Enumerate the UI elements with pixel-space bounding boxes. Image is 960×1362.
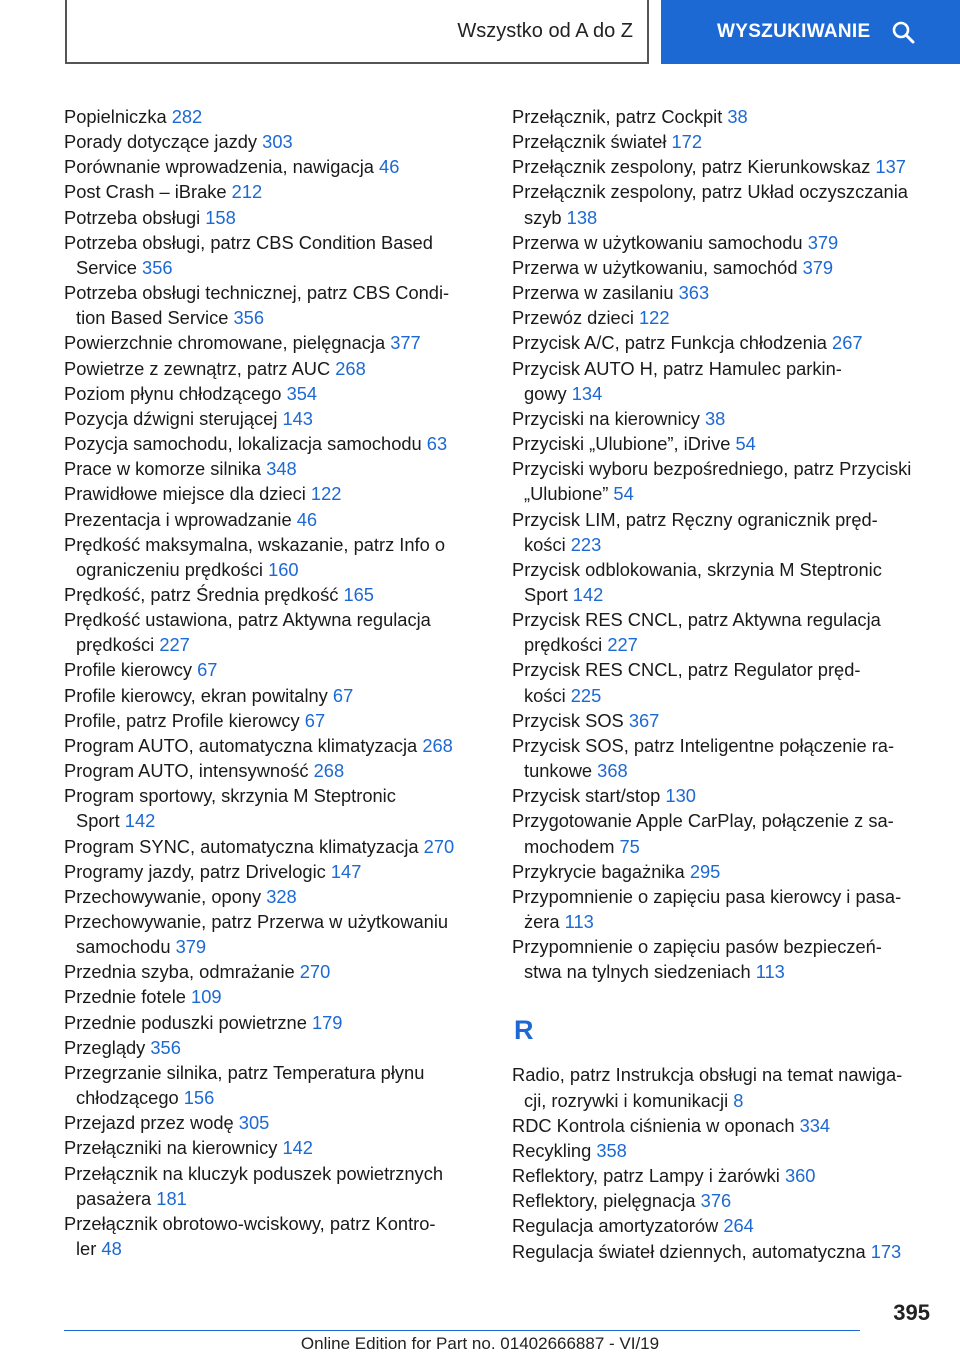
index-entry-continuation (512, 683, 930, 708)
index-entry-text: Pozycja samochodu, lokalizacja samochodu (64, 433, 427, 455)
index-entry (64, 406, 479, 431)
index-entry (512, 783, 930, 808)
index-entry (512, 356, 930, 381)
page-reference-link[interactable]: 181 (156, 1187, 187, 1209)
index-entry-text: Przycisk odblokowania, skrzynia M Steptronic (512, 558, 882, 580)
page-reference-link[interactable]: 282 (171, 106, 203, 127)
index-entry-text: Przyciski „Ulubione”, iDrive (512, 433, 736, 455)
index-entry-text: Prezentacja i wprowadzanie (64, 508, 297, 530)
page-reference-link[interactable]: 264 (723, 1215, 754, 1237)
index-entry-text: Przewóz dzieci (512, 307, 639, 329)
index-entry-text: Program sportowy, skrzynia M Steptronic (64, 785, 396, 807)
index-entry (512, 305, 930, 330)
index-entry (512, 1113, 930, 1138)
page-reference-link[interactable]: 356 (150, 1036, 181, 1058)
index-entry (64, 984, 479, 1009)
index-entry-continuation (64, 305, 479, 330)
index-entry (512, 1213, 930, 1238)
index-entry (64, 708, 479, 733)
index-entry-text: ler (76, 1238, 102, 1260)
index-entry-text: Recykling (512, 1139, 597, 1161)
index-entry (64, 179, 479, 204)
page-reference-link[interactable]: 48 (101, 1238, 122, 1260)
index-entry-text: „Ulubione” (524, 483, 614, 505)
index-entry-text: Przyciski wyboru bezpośredniego, patrz Przyciski (512, 458, 912, 480)
index-entry-text: Przełączniki na kierownicy (64, 1137, 283, 1159)
index-entry-text: Przygotowanie Apple CarPlay, połączenie z sa‐ (512, 810, 894, 832)
index-entry-text: Przednie fotele (64, 986, 192, 1008)
index-entry-text: gowy (524, 382, 572, 404)
index-entry (512, 104, 930, 129)
index-entry (512, 1188, 930, 1213)
index-entry-continuation (512, 1088, 930, 1113)
page-reference-link[interactable]: 147 (330, 860, 362, 882)
page-reference-link[interactable]: 379 (175, 936, 207, 958)
index-entry (64, 834, 479, 859)
index-entry (64, 607, 479, 632)
index-entry-text: Przednia szyba, odmrażanie (64, 961, 300, 983)
index-entry (512, 1239, 930, 1264)
page-reference-link[interactable]: 356 (142, 256, 173, 278)
page-reference-link[interactable]: 358 (596, 1139, 627, 1161)
index-entry-continuation (512, 381, 930, 406)
page-reference-link[interactable]: 130 (665, 785, 696, 807)
index-entry-text: Profile, patrz Profile kierowcy (64, 709, 305, 731)
index-entry (64, 909, 479, 934)
index-entry-text: Poziom płynu chłodzącego (64, 382, 287, 404)
index-entry (64, 280, 479, 305)
index-entry-text: Przegrzanie silnika, patrz Temperatura płynu (64, 1061, 425, 1083)
page-reference-link[interactable]: 63 (426, 433, 448, 455)
page-reference-link[interactable]: 377 (390, 332, 421, 354)
page-reference-link[interactable]: 334 (799, 1114, 831, 1136)
index-entry-text: Sport (524, 583, 573, 605)
index-entry-text: Reflektory, pielęgnacja (512, 1190, 701, 1212)
index-entry (64, 783, 479, 808)
index-entry-text: Radio, patrz Instrukcja obsługi na temat nawiga‐ (512, 1064, 903, 1086)
search-tab[interactable] (661, 0, 960, 64)
index-entry-text: Przycisk RES CNCL, patrz Regulator pręd‐ (512, 659, 861, 681)
page-reference-link[interactable]: 360 (784, 1165, 816, 1187)
index-entry-text: Program SYNC, automatyczna klimatyzacja (64, 835, 424, 857)
index-entry (64, 330, 479, 355)
page-reference-link[interactable]: 109 (191, 986, 222, 1008)
index-entry-text: Przycisk RES CNCL, patrz Aktywna regulacja (512, 609, 881, 631)
page-reference-link[interactable]: 356 (233, 307, 265, 329)
a-to-z-label: Wszystko od A do Z (457, 19, 633, 42)
page-reference-link[interactable]: 138 (566, 206, 598, 228)
index-entry-continuation (512, 582, 930, 607)
index-entry-text: Przyciski na kierownicy (512, 407, 706, 429)
index-entry-text: Przerwa w użytkowaniu, samochód (512, 256, 803, 278)
index-entry (64, 381, 479, 406)
index-entry-text: cji, rozrywki i komunikacji (524, 1089, 734, 1111)
index-entry (512, 607, 930, 632)
index-entry-text: Program AUTO, intensywność (64, 760, 314, 782)
page-reference-link[interactable]: 75 (619, 835, 640, 857)
index-entry-text: Przycisk SOS (512, 709, 629, 731)
index-entry (512, 934, 930, 959)
index-entry (512, 255, 930, 280)
page-reference-link[interactable]: 227 (159, 634, 190, 656)
page-reference-link[interactable]: 156 (183, 1087, 215, 1109)
index-entry-continuation (64, 1085, 479, 1110)
index-entry-text: pasażera (76, 1187, 157, 1209)
index-entry (512, 1062, 930, 1087)
index-entry (64, 1161, 479, 1186)
page-reference-link[interactable]: 46 (296, 508, 318, 530)
index-entry (512, 884, 930, 909)
page-reference-link[interactable]: 67 (197, 659, 218, 681)
index-entry-text: Przypomnienie o zapięciu pasa kierowcy i pasa‐ (512, 885, 902, 907)
index-entry (512, 330, 930, 355)
index-entry (64, 481, 479, 506)
page-reference-link[interactable]: 227 (607, 634, 638, 656)
index-entry (512, 733, 930, 758)
page-reference-link[interactable]: 143 (282, 407, 313, 429)
index-entry-text: Post Crash – iBrake (64, 181, 232, 203)
page-reference-link[interactable]: 142 (124, 810, 156, 832)
index-entry (64, 959, 479, 984)
index-entry-text: Profile kierowcy, ekran powitalny (64, 684, 333, 706)
index-entry-text: Przykrycie bagażnika (512, 860, 690, 882)
index-entry (64, 532, 479, 557)
index-entry (64, 1211, 479, 1236)
page-reference-link[interactable]: 379 (807, 231, 839, 253)
page-reference-link[interactable]: 122 (310, 483, 342, 505)
index-entry-text: Prędkość maksymalna, wskazanie, patrz Info o (64, 533, 446, 555)
page-reference-link[interactable]: 303 (262, 131, 293, 153)
index-entry-text: Sport (76, 810, 125, 832)
index-entry (512, 557, 930, 582)
index-entry-text: ograniczeniu prędkości (76, 558, 269, 580)
page-reference-link[interactable]: 54 (735, 433, 756, 455)
index-entry-text: Przełącznik obrotowo-wciskowy, patrz Kontro‐ (64, 1212, 436, 1234)
page-reference-link[interactable]: 173 (870, 1240, 902, 1262)
index-entry-text: Powierzchnie chromowane, pielęgnacja (64, 332, 391, 354)
page-number: 395 (893, 1300, 930, 1325)
index-entry-text: Regulacja świateł dziennych, automatyczna (512, 1240, 871, 1262)
index-entry-text: Popielniczka (64, 106, 172, 127)
index-entry-text: Reflektory, patrz Lampy i żarówki (512, 1165, 785, 1187)
index-entry-continuation (512, 205, 930, 230)
index-entry-continuation (64, 632, 479, 657)
index-entry-text: Przycisk A/C, patrz Funkcja chłodzenia (512, 332, 833, 354)
index-entry-text: Przycisk SOS, patrz Inteligentne połączenie ra‐ (512, 734, 895, 756)
index-entry-continuation (512, 632, 930, 657)
index-entry (512, 708, 930, 733)
page-reference-link[interactable]: 46 (379, 156, 400, 178)
page-reference-link[interactable]: 38 (727, 106, 748, 127)
index-entry-text: Przerwa w użytkowaniu samochodu (512, 231, 808, 253)
page-reference-link[interactable]: 137 (875, 156, 906, 178)
index-entry-text: Potrzeba obsługi, patrz CBS Condition Based (64, 231, 433, 253)
index-entry (64, 758, 479, 783)
index-entry-text: żera (524, 911, 565, 932)
index-column-left (64, 104, 479, 1261)
index-entry-text: Przejazd przez wodę (64, 1112, 239, 1134)
page-reference-link[interactable]: 268 (422, 734, 453, 756)
index-entry-text: Prawidłowe miejsce dla dzieci (64, 483, 311, 505)
page-reference-link[interactable]: 179 (311, 1011, 343, 1033)
index-entry (64, 230, 479, 255)
index-entry-continuation (64, 255, 479, 280)
page-reference-link[interactable]: 268 (335, 357, 366, 379)
page-reference-link[interactable]: 376 (700, 1190, 732, 1212)
index-entry-text: Przełącznik zespolony, patrz Układ oczyszczania (512, 181, 908, 203)
page-reference-link[interactable]: 270 (299, 961, 331, 983)
index-entry (64, 657, 479, 682)
index-entry-text: stwa na tylnych siedzeniach (524, 961, 756, 983)
page-reference-link[interactable]: 158 (205, 206, 236, 228)
index-entry (512, 280, 930, 305)
index-entry (512, 154, 930, 179)
page-reference-link[interactable]: 354 (286, 382, 318, 404)
index-entry-text: Porady dotyczące jazdy (64, 131, 263, 153)
index-entry (64, 1110, 479, 1135)
index-entry (512, 230, 930, 255)
index-entry-text: Prace w komorze silnika (64, 458, 267, 480)
index-entry-text: Porównanie wprowadzenia, nawigacja (64, 156, 380, 178)
page-reference-link[interactable]: 363 (678, 282, 710, 304)
index-entry-text: Przełącznik zespolony, patrz Kierunkowskaz (512, 156, 876, 178)
index-entry (64, 205, 479, 230)
page-reference-link[interactable]: 348 (266, 458, 297, 480)
index-entry-text: Regulacja amortyzatorów (512, 1215, 724, 1237)
page-reference-link[interactable]: 305 (238, 1112, 270, 1134)
index-column-right (512, 104, 930, 1264)
index-entry (512, 431, 930, 456)
index-entry (64, 733, 479, 758)
index-entry-text: Potrzeba obsługi technicznej, patrz CBS Condi‐ (64, 282, 450, 304)
index-entry-text: Programy jazdy, patrz Drivelogic (64, 860, 331, 882)
page-reference-link[interactable]: 270 (423, 835, 455, 857)
index-entry-continuation (512, 909, 930, 934)
search-label: WYSZUKIWANIE (717, 21, 871, 42)
index-entry (64, 104, 479, 129)
index-entry (512, 406, 930, 431)
index-entry-text: prędkości (76, 634, 160, 656)
page-reference-link[interactable]: 165 (343, 583, 374, 605)
index-entry-text: mochodem (524, 835, 620, 857)
index-entry (64, 356, 479, 381)
index-entry-continuation (512, 532, 930, 557)
index-entry-text: RDC Kontrola ciśnienia w oponach (512, 1114, 800, 1136)
index-entry-text: Przełącznik, patrz Cockpit (512, 106, 728, 127)
index-entry (64, 507, 479, 532)
page-reference-link[interactable]: 160 (268, 558, 299, 580)
page-reference-link[interactable]: 54 (613, 483, 634, 505)
index-entry-text: samochodu (76, 936, 176, 958)
index-entry (512, 179, 930, 204)
index-entry (64, 683, 479, 708)
page-reference-link[interactable]: 367 (628, 709, 660, 731)
index-entry (64, 431, 479, 456)
page-reference-link[interactable]: 225 (570, 684, 602, 706)
header (0, 0, 960, 66)
index-entry-text: Przycisk LIM, patrz Ręczny ogranicznik pręd‐ (512, 508, 878, 530)
page-reference-link[interactable]: 223 (570, 533, 602, 555)
index-entry-text: Przełącznik na kluczyk poduszek powietrznych (64, 1162, 443, 1184)
index-entry-text: Powietrze z zewnątrz, patrz AUC (64, 357, 336, 379)
index-entry (64, 1135, 479, 1160)
index-entry (512, 1163, 930, 1188)
index-entry-text: Przycisk AUTO H, patrz Hamulec parkin‐ (512, 357, 842, 379)
index-entry (512, 456, 930, 481)
index-entry (64, 1060, 479, 1085)
page-reference-link[interactable]: 134 (571, 382, 603, 404)
index-entry (512, 129, 930, 154)
index-entry-text: tunkowe (524, 760, 598, 782)
index-entry (64, 884, 479, 909)
index-entry-continuation (64, 934, 479, 959)
index-entry (64, 1035, 479, 1060)
page-reference-link[interactable]: 113 (755, 961, 785, 983)
page-reference-link[interactable]: 67 (304, 709, 326, 731)
index-entry (512, 859, 930, 884)
search-icon (891, 20, 915, 44)
index-entry-text: Przechowywanie, patrz Przerwa w użytkowaniu (64, 911, 449, 932)
page-reference-link[interactable]: 268 (313, 760, 345, 782)
footer-rule (64, 1330, 860, 1331)
page-reference-link[interactable]: 142 (572, 583, 604, 605)
index-entry-text: kości (524, 684, 571, 706)
page-reference-link[interactable]: 212 (231, 181, 263, 203)
page-reference-link[interactable]: 267 (832, 332, 863, 354)
index-entry-text: Przycisk start/stop (512, 785, 666, 807)
page-reference-link[interactable]: 122 (639, 307, 670, 329)
index-entry (64, 154, 479, 179)
index-entry (512, 507, 930, 532)
index-entry-text: Przypomnienie o zapięciu pasów bezpieczeń‐ (512, 936, 882, 958)
index-entry (512, 657, 930, 682)
index-entry-continuation (64, 1236, 479, 1261)
index-entry (64, 582, 479, 607)
index-entry-text: tion Based Service (76, 307, 234, 329)
page-reference-link[interactable]: 142 (282, 1137, 313, 1159)
page-reference-link[interactable]: 113 (564, 911, 594, 932)
index-entry (64, 129, 479, 154)
page-reference-link[interactable]: 172 (671, 131, 703, 153)
index-entry-text: Przednie poduszki powietrzne (64, 1011, 312, 1033)
index-entry-continuation (64, 1186, 479, 1211)
page-reference-link[interactable]: 379 (802, 256, 834, 278)
index-entry-text: Service (76, 256, 143, 278)
page-reference-link[interactable]: 328 (266, 885, 297, 907)
page-reference-link[interactable]: 295 (689, 860, 721, 882)
index-entry (64, 859, 479, 884)
index-entry-text: Przeglądy (64, 1036, 151, 1058)
a-to-z-tab[interactable] (65, 0, 649, 64)
index-entry-text: Przechowywanie, opony (64, 885, 267, 907)
index-entry-text: Prędkość, patrz Średnia prędkość (64, 583, 344, 605)
index-entry (64, 1010, 479, 1035)
index-entry-text: Przełącznik świateł (512, 131, 672, 153)
index-entry-continuation (512, 834, 930, 859)
page-reference-link[interactable]: 67 (332, 684, 354, 706)
index-entry-text: Przerwa w zasilaniu (512, 282, 679, 304)
page-reference-link[interactable]: 368 (597, 760, 628, 782)
index-entry-text: Profile kierowcy (64, 659, 198, 681)
page-reference-link[interactable]: 8 (733, 1089, 744, 1111)
index-entry-continuation (512, 758, 930, 783)
page-reference-link[interactable]: 38 (705, 407, 726, 429)
index-entry-continuation (64, 557, 479, 582)
index-entry-continuation (512, 481, 930, 506)
footer-text: Online Edition for Part no. 01402666887 - VI/19 (300, 1334, 660, 1353)
index-entry (512, 1138, 930, 1163)
index-entry-text: Prędkość ustawiona, patrz Aktywna regulacja (64, 609, 431, 631)
index-entry-text: szyb (524, 206, 567, 228)
index-entry (64, 456, 479, 481)
index-entry-text: prędkości (524, 634, 608, 656)
index-entry-text: chłodzącego (76, 1087, 184, 1109)
index-entry-text: Pozycja dźwigni sterującej (64, 407, 283, 429)
index-letter-heading: R (514, 1015, 534, 1046)
index-entry-continuation (64, 808, 479, 833)
index-entry-continuation (512, 959, 930, 984)
index-entry (512, 808, 930, 833)
index-entry-text: kości (524, 533, 571, 555)
index-entry-text: Potrzeba obsługi (64, 206, 206, 228)
index-entry-text: Program AUTO, automatyczna klimatyzacja (64, 734, 423, 756)
